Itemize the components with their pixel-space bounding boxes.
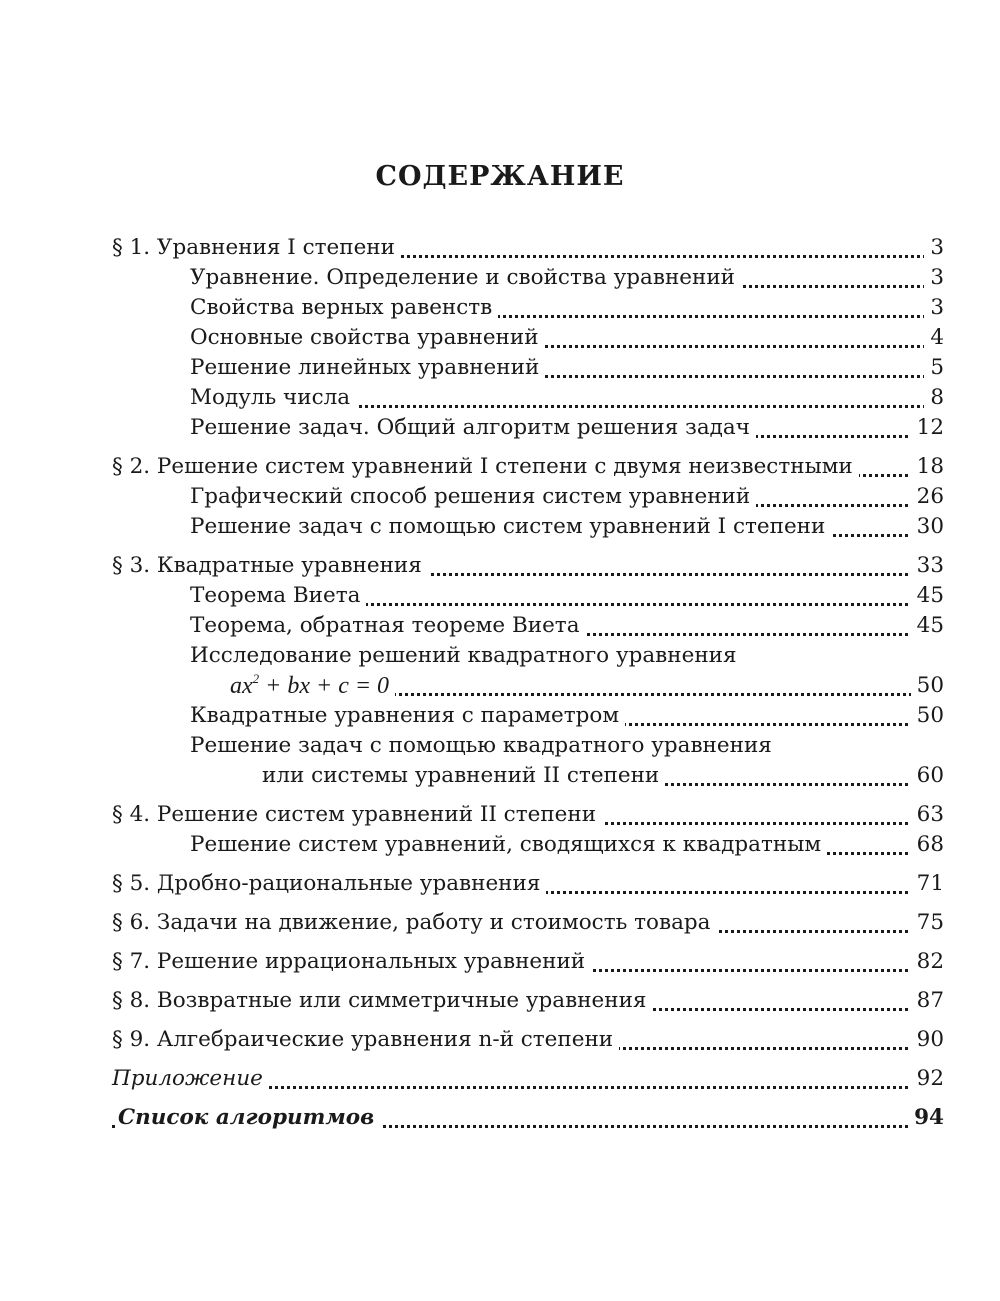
toc-entry-page: 75 xyxy=(911,908,944,938)
quadratic-formula: $ax^2$ + bx + c = 0 xyxy=(230,671,395,701)
toc-entry-appendix[interactable] xyxy=(112,1064,944,1094)
toc-entry-text: Теорема Виета xyxy=(190,581,366,611)
toc-entry-text: § 3. Квадратные уравнения xyxy=(112,551,428,581)
page-title: СОДЕРЖАНИЕ xyxy=(375,161,625,192)
toc-entry-page: 3 xyxy=(924,233,944,263)
toc-entry-page: 87 xyxy=(911,986,944,1016)
toc-subentry[interactable] xyxy=(112,830,944,860)
toc-entry-text: § 9. Алгебраические уравнения n-й степени xyxy=(112,1025,619,1055)
toc-entry-text: Графический способ решения систем уравнений xyxy=(190,482,756,512)
toc-entry-page: 45 xyxy=(911,611,944,641)
toc-entry-text: Теорема, обратная теореме Виета xyxy=(190,611,586,641)
toc-entry-section-7[interactable] xyxy=(112,947,944,977)
toc-entry-text: § 8. Возвратные или симметричные уравнения xyxy=(112,986,653,1016)
toc-entry-text: § 2. Решение систем уравнений I степени с двумя неизвестными xyxy=(112,452,859,482)
table-of-contents xyxy=(112,233,944,1133)
toc-entry-text: Модуль числа xyxy=(190,383,356,413)
toc-entry-text: Решение задач с помощью систем уравнений I степени xyxy=(190,512,831,542)
toc-entry-page: 63 xyxy=(911,800,944,830)
toc-entry-text: Основные свойства уравнений xyxy=(190,323,545,353)
toc-entry-page: 94 xyxy=(908,1103,944,1133)
toc-entry-page: 8 xyxy=(924,383,944,413)
toc-entry-text: § 4. Решение систем уравнений II степени xyxy=(112,800,602,830)
toc-entry-page: 5 xyxy=(924,353,944,383)
toc-entry-text: § 5. Дробно-рациональные уравнения xyxy=(112,869,546,899)
toc-entry-page: 60 xyxy=(911,761,944,791)
toc-entry-section-6[interactable] xyxy=(112,908,944,938)
toc-entry-section-5[interactable] xyxy=(112,869,944,899)
toc-entry-section-9[interactable] xyxy=(112,1025,944,1055)
toc-entry-page: 82 xyxy=(911,947,944,977)
toc-entry-page: 71 xyxy=(911,869,944,899)
toc-entry-text: Решение задач с помощью квадратного уравнения xyxy=(190,731,778,761)
toc-entry-algorithms[interactable] xyxy=(112,1103,944,1133)
toc-entry-text: Решение линейных уравнений xyxy=(190,353,545,383)
toc-entry-page: 68 xyxy=(911,830,944,860)
toc-entry-text: Решение систем уравнений, сводящихся к квадратным xyxy=(190,830,827,860)
toc-entry-page: 12 xyxy=(911,413,944,443)
toc-entry-page: 30 xyxy=(911,512,944,542)
toc-subentry[interactable] xyxy=(112,611,944,641)
toc-entry-section-8[interactable] xyxy=(112,986,944,1016)
toc-subentry[interactable] xyxy=(112,413,944,443)
toc-entry-text: § 7. Решение иррациональных уравнений xyxy=(112,947,591,977)
toc-entry-text: Квадратные уравнения с параметром xyxy=(190,701,625,731)
toc-entry-page: 50 xyxy=(911,671,944,701)
toc-entry-text: Уравнение. Определение и свойства уравнений xyxy=(190,263,741,293)
toc-entry-page: 3 xyxy=(924,263,944,293)
toc-entry-text: § 6. Задачи на движение, работу и стоимость товара xyxy=(112,908,717,938)
toc-entry-page: 3 xyxy=(924,293,944,323)
toc-entry-page: 90 xyxy=(911,1025,944,1055)
toc-entry-page: 26 xyxy=(911,482,944,512)
toc-subentry[interactable] xyxy=(112,512,944,542)
toc-entry-text: или системы уравнений II степени xyxy=(262,761,665,791)
toc-entry-page: 18 xyxy=(911,452,944,482)
toc-entry-page: 4 xyxy=(924,323,944,353)
toc-subentry-continuation[interactable] xyxy=(112,761,944,791)
toc-entry-text: Решение задач. Общий алгоритм решения задач xyxy=(190,413,756,443)
toc-entry-page: 92 xyxy=(911,1064,944,1094)
toc-entry-text: § 1. Уравнения I степени xyxy=(112,233,401,263)
toc-entry-text: Исследование решений квадратного уравнения xyxy=(190,641,743,671)
toc-subentry[interactable] xyxy=(112,701,944,731)
toc-entry-text: Приложение xyxy=(112,1064,269,1094)
toc-entry-page: 45 xyxy=(911,581,944,611)
toc-entry-page: 50 xyxy=(911,701,944,731)
toc-entry-page: 33 xyxy=(911,551,944,581)
toc-entry-text: Список алгоритмов xyxy=(118,1103,380,1133)
toc-entry-text: Свойства верных равенств xyxy=(190,293,498,323)
